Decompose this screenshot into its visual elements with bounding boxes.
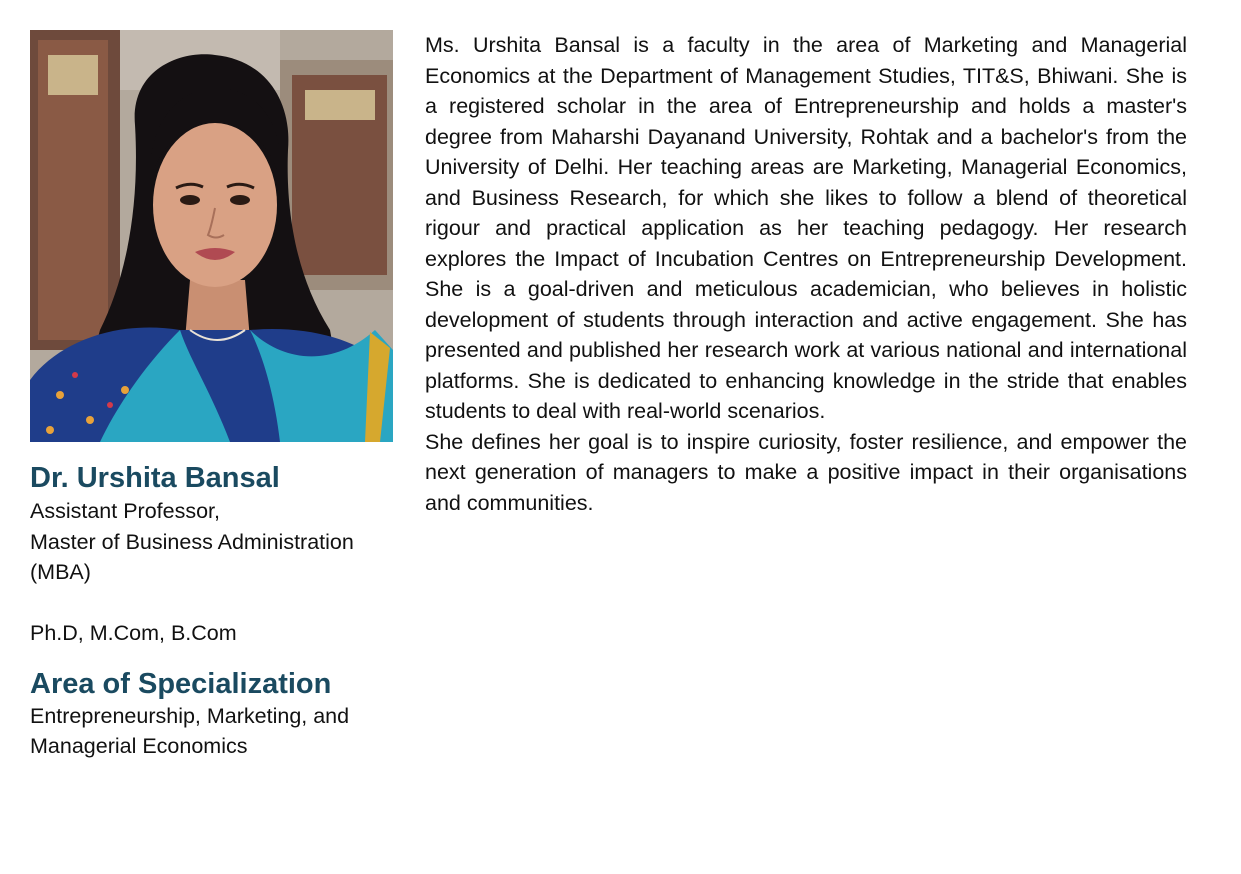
specialization-heading: Area of Specialization [30, 667, 332, 700]
faculty-portrait-icon [30, 30, 393, 442]
specialization-text: Entrepreneurship, Marketing, and Managerial Economics [30, 703, 350, 758]
program: Master of Business Administration (MBA) [30, 529, 354, 584]
bio-paragraph-1: Ms. Urshita Bansal is a faculty in the area of Marketing and Managerial Economics at the Department of Management Studies, TIT&S, Bhiwani. She is a registered scholar in the area of Entrepreneurship and holds a master's degree from Maharshi Dayanand University, Rohtak and a bachelor's from the University of Delhi. Her teaching areas are Marketing, Managerial Economics, and Business Research, for which she likes to follow a blend of theoretical rigour and practical application as her teaching pedagogy. Her research explores the Impact of Incubation Centres on Entrepreneurship Development. She is a goal-driven and meticulous academician, who believes in holistic development of students through interaction and active engagement. She has presented and published her research work at various national and international platforms. She is dedicated to enhancing knowledge in the stride that enables students to deal with real-world scenarios. [425, 33, 1187, 423]
qualifications: Ph.D, M.Com, B.Com [30, 621, 237, 645]
bio-paragraph-2: She defines her goal is to inspire curiosity, foster resilience, and empower the next generation of managers to make a positive impact in their organisations and communities. [425, 429, 1187, 515]
bio-section [425, 30, 1187, 518]
designation: Assistant Professor, [30, 499, 220, 523]
spacer [30, 588, 405, 619]
faculty-name: Dr. Urshita Bansal [30, 462, 280, 494]
profile-sidebar [30, 30, 405, 762]
